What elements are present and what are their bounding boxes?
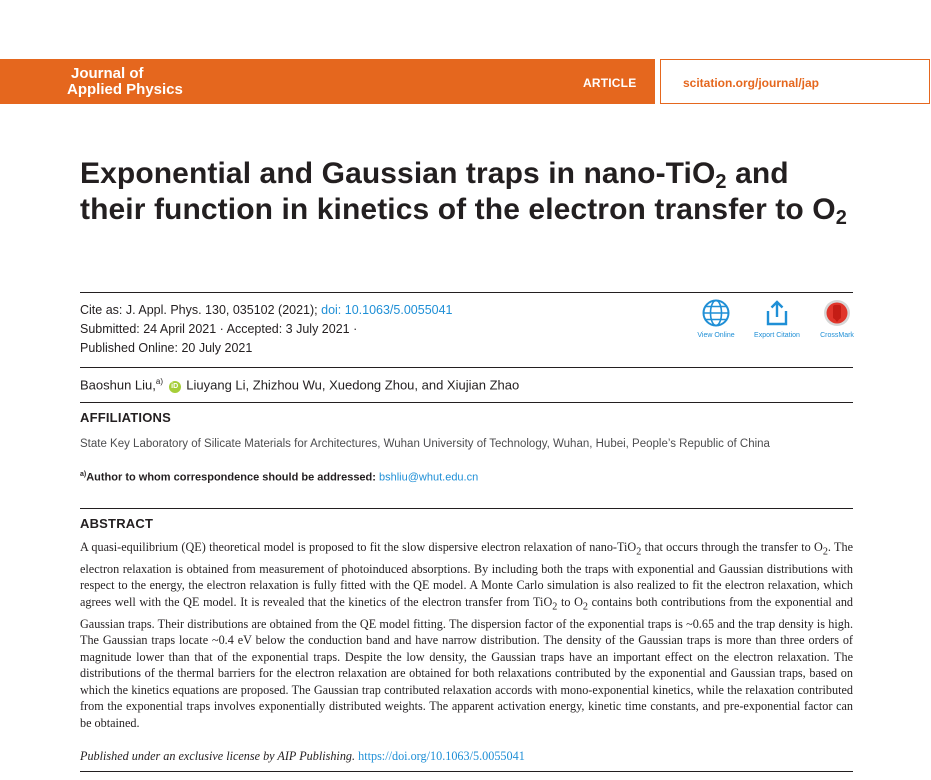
- journal-logo[interactable]: [67, 66, 183, 98]
- abstract-text-4: to O: [557, 594, 583, 609]
- title-subscript-2: 2: [835, 207, 847, 229]
- crossmark-icon: [822, 298, 852, 328]
- abstract-text-3: . The electron relaxation is obtained from measurement of photoinduced absorptions. By including both the traps with exponential and Gaussian distributions with respect to the energy, the electron relaxation is fully fitted with the QE model. A Monte Carlo simulation is also realized to fit the electron relaxation, which agrees well with the QE model. It is revealed that the kinetics of the electron transfer from TiO: [80, 540, 854, 609]
- divider: [80, 292, 853, 293]
- divider: [80, 771, 853, 772]
- article-title: [80, 156, 860, 228]
- title-text-1: Exponential and Gaussian traps in nano-TiO: [80, 157, 716, 190]
- license-text: Published under an exclusive license by AIP Publishing.: [80, 749, 359, 763]
- orcid-icon[interactable]: iD: [169, 381, 181, 393]
- divider: [80, 508, 853, 509]
- crossmark-label: CrossMark: [820, 332, 854, 339]
- title-text-2: and their function in kinetics of the electron transfer to O: [80, 157, 836, 226]
- abstract-body: [80, 539, 853, 731]
- export-citation-button[interactable]: [747, 298, 807, 339]
- doi-link[interactable]: doi: 10.1063/5.0055041: [321, 303, 453, 317]
- abstract-text-2: that occurs through the transfer to O: [641, 540, 823, 554]
- abstract-text-5: contains both contributions from the exponential and Gaussian traps. Their distributions are obtained from the QE model fitting. The dispersion factor of the exponential traps is ~0.65 and the trap density is high. The Gaussian traps locate ~0.4 eV below the conduction band and have narrow distribution. The density of the Gaussian traps is more than three orders of magnitude lower than that of the exponential traps. Despite the low density, the Gaussian traps have an important effect on the electron relaxation. The distributions of the thermal barriers for the electron relaxation are obtained for both relaxations contributed by the exponential and Gaussian traps, based on which the kinetics equations are proposed. The Gaussian trap contributed relaxation accords with mono-exponential kinetics, while the relaxation contributed from the exponential traps involves exponentially distributed weights. The apparent activation energy, kinetic time constants, and pre-exponential factor can be obtained.: [80, 594, 854, 730]
- cite-line: [80, 301, 453, 319]
- correspondence-email-link[interactable]: bshliu@whut.edu.cn: [379, 471, 479, 484]
- globe-icon: [701, 298, 731, 328]
- journal-site-link[interactable]: scitation.org/journal/jap: [683, 76, 820, 90]
- view-online-label: View Online: [697, 332, 735, 339]
- crossmark-button[interactable]: [807, 298, 867, 339]
- author-footnote-marker: a): [155, 377, 164, 386]
- abstract-subscript: 2: [822, 546, 828, 558]
- license-note: [80, 749, 525, 764]
- author-names: Liuyang Li, Zhizhou Wu, Xuedong Zhou, and Xiujian Zhao: [182, 377, 520, 393]
- cite-prefix: Cite as: J. Appl. Phys. 130, 035102 (2021);: [80, 303, 322, 317]
- correspondence-marker: a): [80, 471, 87, 478]
- title-subscript-1: 2: [715, 171, 727, 193]
- correspondence-label: Author to whom correspondence should be addressed:: [86, 471, 379, 484]
- view-online-button[interactable]: [686, 298, 746, 339]
- abstract-subscript: 2: [552, 601, 558, 613]
- abstract-heading: ABSTRACT: [80, 516, 154, 531]
- divider: [80, 367, 853, 368]
- affiliations-heading: AFFILIATIONS: [80, 410, 171, 425]
- license-doi-link[interactable]: https://doi.org/10.1063/5.0055041: [358, 749, 525, 763]
- author-list: [80, 377, 519, 393]
- journal-logo-line1: Journal of: [71, 65, 144, 82]
- correspondence-note: [80, 471, 478, 484]
- export-citation-label: Export Citation: [754, 332, 800, 339]
- affiliation-text: State Key Laboratory of Silicate Materials for Architectures, Wuhan University of Technology, Wuhan, Hubei, People’s Republic of China: [80, 438, 770, 450]
- submitted-line: Submitted: 24 April 2021 · Accepted: 3 July 2021 ·: [80, 322, 358, 336]
- published-line: Published Online: 20 July 2021: [80, 341, 253, 355]
- abstract-text-1: A quasi-equilibrium (QE) theoretical model is proposed to fit the slow dispersive electron relaxation of nano-TiO: [80, 540, 637, 554]
- export-icon: [762, 298, 792, 328]
- divider: [80, 402, 853, 403]
- author-name[interactable]: Baoshun Liu,: [80, 377, 156, 393]
- article-type-label: ARTICLE: [583, 76, 637, 90]
- abstract-subscript: 2: [582, 601, 588, 613]
- journal-logo-line2: Applied Physics: [67, 81, 183, 98]
- abstract-subscript: 2: [636, 546, 642, 558]
